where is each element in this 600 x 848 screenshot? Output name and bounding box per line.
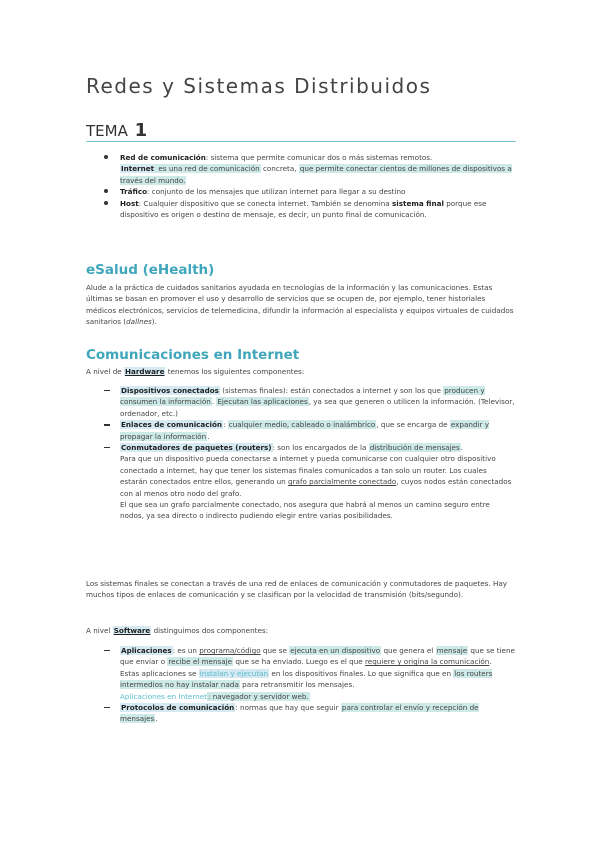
bullet-icon xyxy=(104,201,108,205)
dash-bullet-icon xyxy=(104,447,110,448)
definition-text: . xyxy=(155,714,158,724)
definition-text: : es un xyxy=(172,646,200,655)
definition-text: . xyxy=(211,397,217,407)
highlight-text: recibe el mensaje xyxy=(168,657,233,667)
highlight-text: instalan y ejecutan xyxy=(199,668,269,678)
definition-text: : son los encargados de la xyxy=(272,443,369,453)
underlined-text: programa/código xyxy=(199,646,261,655)
highlight-text: producen y consumen la información xyxy=(120,386,485,407)
term-protocolos: Protocolos de comunicación xyxy=(121,703,235,713)
hardware-intro xyxy=(86,366,516,377)
highlight-text: distribución de mensajes xyxy=(369,443,460,453)
term-enlaces: Enlaces de comunicación xyxy=(121,420,223,430)
definition-text: : sistema que permite comunicar dos o más sistemas remotos. xyxy=(205,153,433,162)
dash-bullet-icon xyxy=(104,424,110,425)
hardware-list xyxy=(86,385,516,522)
esalud-paragraph xyxy=(86,282,516,328)
chapter-heading xyxy=(86,120,147,141)
list-item xyxy=(86,198,516,221)
definition-text: porque ese dispositivo es origen o destino de mensaje, es decir, un punto final de comunicación. xyxy=(120,198,487,220)
explanation-text: , cuyos nodos están conectados con al menos otro nodo del grafo. xyxy=(120,477,512,498)
bullet-icon xyxy=(104,155,108,159)
underlined-text: grafo parcialmente conectado xyxy=(288,477,397,487)
chapter-divider xyxy=(86,141,516,142)
explanation-text: en los dispositivos finales. Lo que significa que en xyxy=(269,668,454,678)
definition-text: . xyxy=(489,657,492,667)
term-hardware: Hardware xyxy=(124,367,165,376)
definition-text: : xyxy=(223,420,228,430)
definition-text: . xyxy=(207,431,210,441)
examples-text: : navegador y servidor web. xyxy=(207,691,309,701)
term-host: Host xyxy=(120,198,139,208)
paragraph-text: ). xyxy=(151,317,157,327)
highlight-text: para controlar el envío y recepción de mensajes xyxy=(120,703,479,724)
term-trafico: Tráfico xyxy=(120,187,148,197)
software-intro xyxy=(86,625,516,636)
highlight-text: que permite conectar cientos de millones de dispositivos a través del mundo. xyxy=(120,164,512,185)
list-item xyxy=(86,385,516,419)
highlight-text: es una red de comunicación xyxy=(156,164,260,174)
highlight-text: ejecuta en un dispositivo xyxy=(290,646,381,655)
examples-label: Aplicaciones en Internet xyxy=(120,691,207,701)
underlined-text: requiere y origina la comunicación xyxy=(365,657,490,667)
term-sistema-final: sistema final xyxy=(392,198,444,208)
term-internet: Internet xyxy=(121,164,155,174)
definition-text: : conjunto de los mensajes que utilizan internet para llegar a su destino xyxy=(147,187,406,197)
definition-text: , ya sea que generen o utilicen la información. (Televisor, ordenador, etc.) xyxy=(120,397,515,418)
highlight-text: expandir y propagar la información xyxy=(120,420,489,441)
dash-bullet-icon xyxy=(104,650,110,651)
explanation-text: El que sea un grafo parcialmente conectado, nos asegura que habrá al menos un camino seguro entre nodos, ya sea directo o indirecto pudiendo elegir entre varias posibilidades. xyxy=(120,500,490,521)
definitions-list xyxy=(86,152,516,220)
term-conmutadores: Conmutadores de paquetes (routers) xyxy=(121,443,272,453)
term-software: Software xyxy=(113,626,151,635)
definition-text: que se xyxy=(260,646,290,655)
paragraph-text: A nivel xyxy=(86,626,113,635)
software-list xyxy=(86,645,516,725)
highlight-text: mensaje xyxy=(436,646,468,655)
section-heading-esalud: eSalud (eHealth) xyxy=(86,262,215,278)
list-item xyxy=(86,152,516,186)
definition-text: , que se encarga de xyxy=(376,420,450,430)
finales-paragraph: Los sistemas finales se conectan a través de una red de enlaces de comunicación y conmutadores de paquetes. Hay muchos tipos de enlaces de comunicación y se clasifican por la velocidad de transmisión (bits/segundo). xyxy=(86,579,508,600)
chapter-label: TEMA xyxy=(86,122,128,140)
highlight-text: cualquier medio, cableado o inalámbrico xyxy=(228,420,376,430)
list-item xyxy=(86,186,516,197)
term-aplicaciones: Aplicaciones xyxy=(121,646,172,655)
paragraph-text: Alude a la práctica de cuidados sanitarios ayudada en tecnologías de la información y las comunicaciones. Estas últimas se basan en promover el uso y desarrollo de servicios que se ocupen de, por ejemplo, tener historiales médicos electrónicos, servicios de telemedicina, difundir la información al especialista y equipos virtuales de cuidados sanitarios ( xyxy=(86,283,514,327)
bullet-icon xyxy=(104,189,108,193)
definition-text: que se ha enviado. Luego es el que xyxy=(233,657,365,667)
list-item xyxy=(86,419,516,442)
definition-text: concreta, xyxy=(260,164,299,174)
paragraph-italic: dallnes xyxy=(126,317,152,327)
list-item xyxy=(86,702,516,725)
dash-bullet-icon xyxy=(104,390,110,391)
highlight-text: los routers intermedios no hay instalar nada xyxy=(120,668,493,690)
section-heading-comunicaciones: Comunicaciones en Internet xyxy=(86,347,300,363)
term-red-comunicacion: Red de comunicación xyxy=(120,153,206,162)
definition-text: : Cualquier dispositivo que se conecta internet. También se denomina xyxy=(138,198,392,208)
explanation-text: Para que un dispositivo pueda conectarse a internet y pueda comunicarse con cualquier otro dispositivo conectado a internet, hay que tener los sistemas finales comunicados a tan solo un router. Los cuales estarán conectados entre ellos, generando un xyxy=(120,454,496,487)
explanation-text: para retransmitir los mensajes. xyxy=(239,680,355,690)
definition-text: que genera el xyxy=(381,646,436,655)
definition-text: que se tiene que enviar o xyxy=(120,646,515,667)
term-dispositivos: Dispositivos conectados xyxy=(121,386,219,395)
dash-bullet-icon xyxy=(104,707,110,708)
highlight-text: Ejecutan las aplicaciones xyxy=(217,397,308,407)
explanation-text: Estas aplicaciones se xyxy=(120,668,199,678)
definition-text: . xyxy=(460,443,463,453)
list-item xyxy=(86,442,516,522)
definition-text: (sistemas finales): están conectados a internet y son los que xyxy=(219,386,444,395)
definition-text: : normas que hay que seguir xyxy=(235,703,341,713)
document-title: Redes y Sistemas Distribuidos xyxy=(86,74,432,98)
paragraph-text: A nivel de xyxy=(86,367,124,376)
list-item xyxy=(86,645,516,702)
chapter-number: 1 xyxy=(134,120,148,141)
paragraph-text: tenemos los siguientes componentes: xyxy=(165,367,305,376)
paragraph-text: distinguimos dos componentes: xyxy=(151,626,269,635)
